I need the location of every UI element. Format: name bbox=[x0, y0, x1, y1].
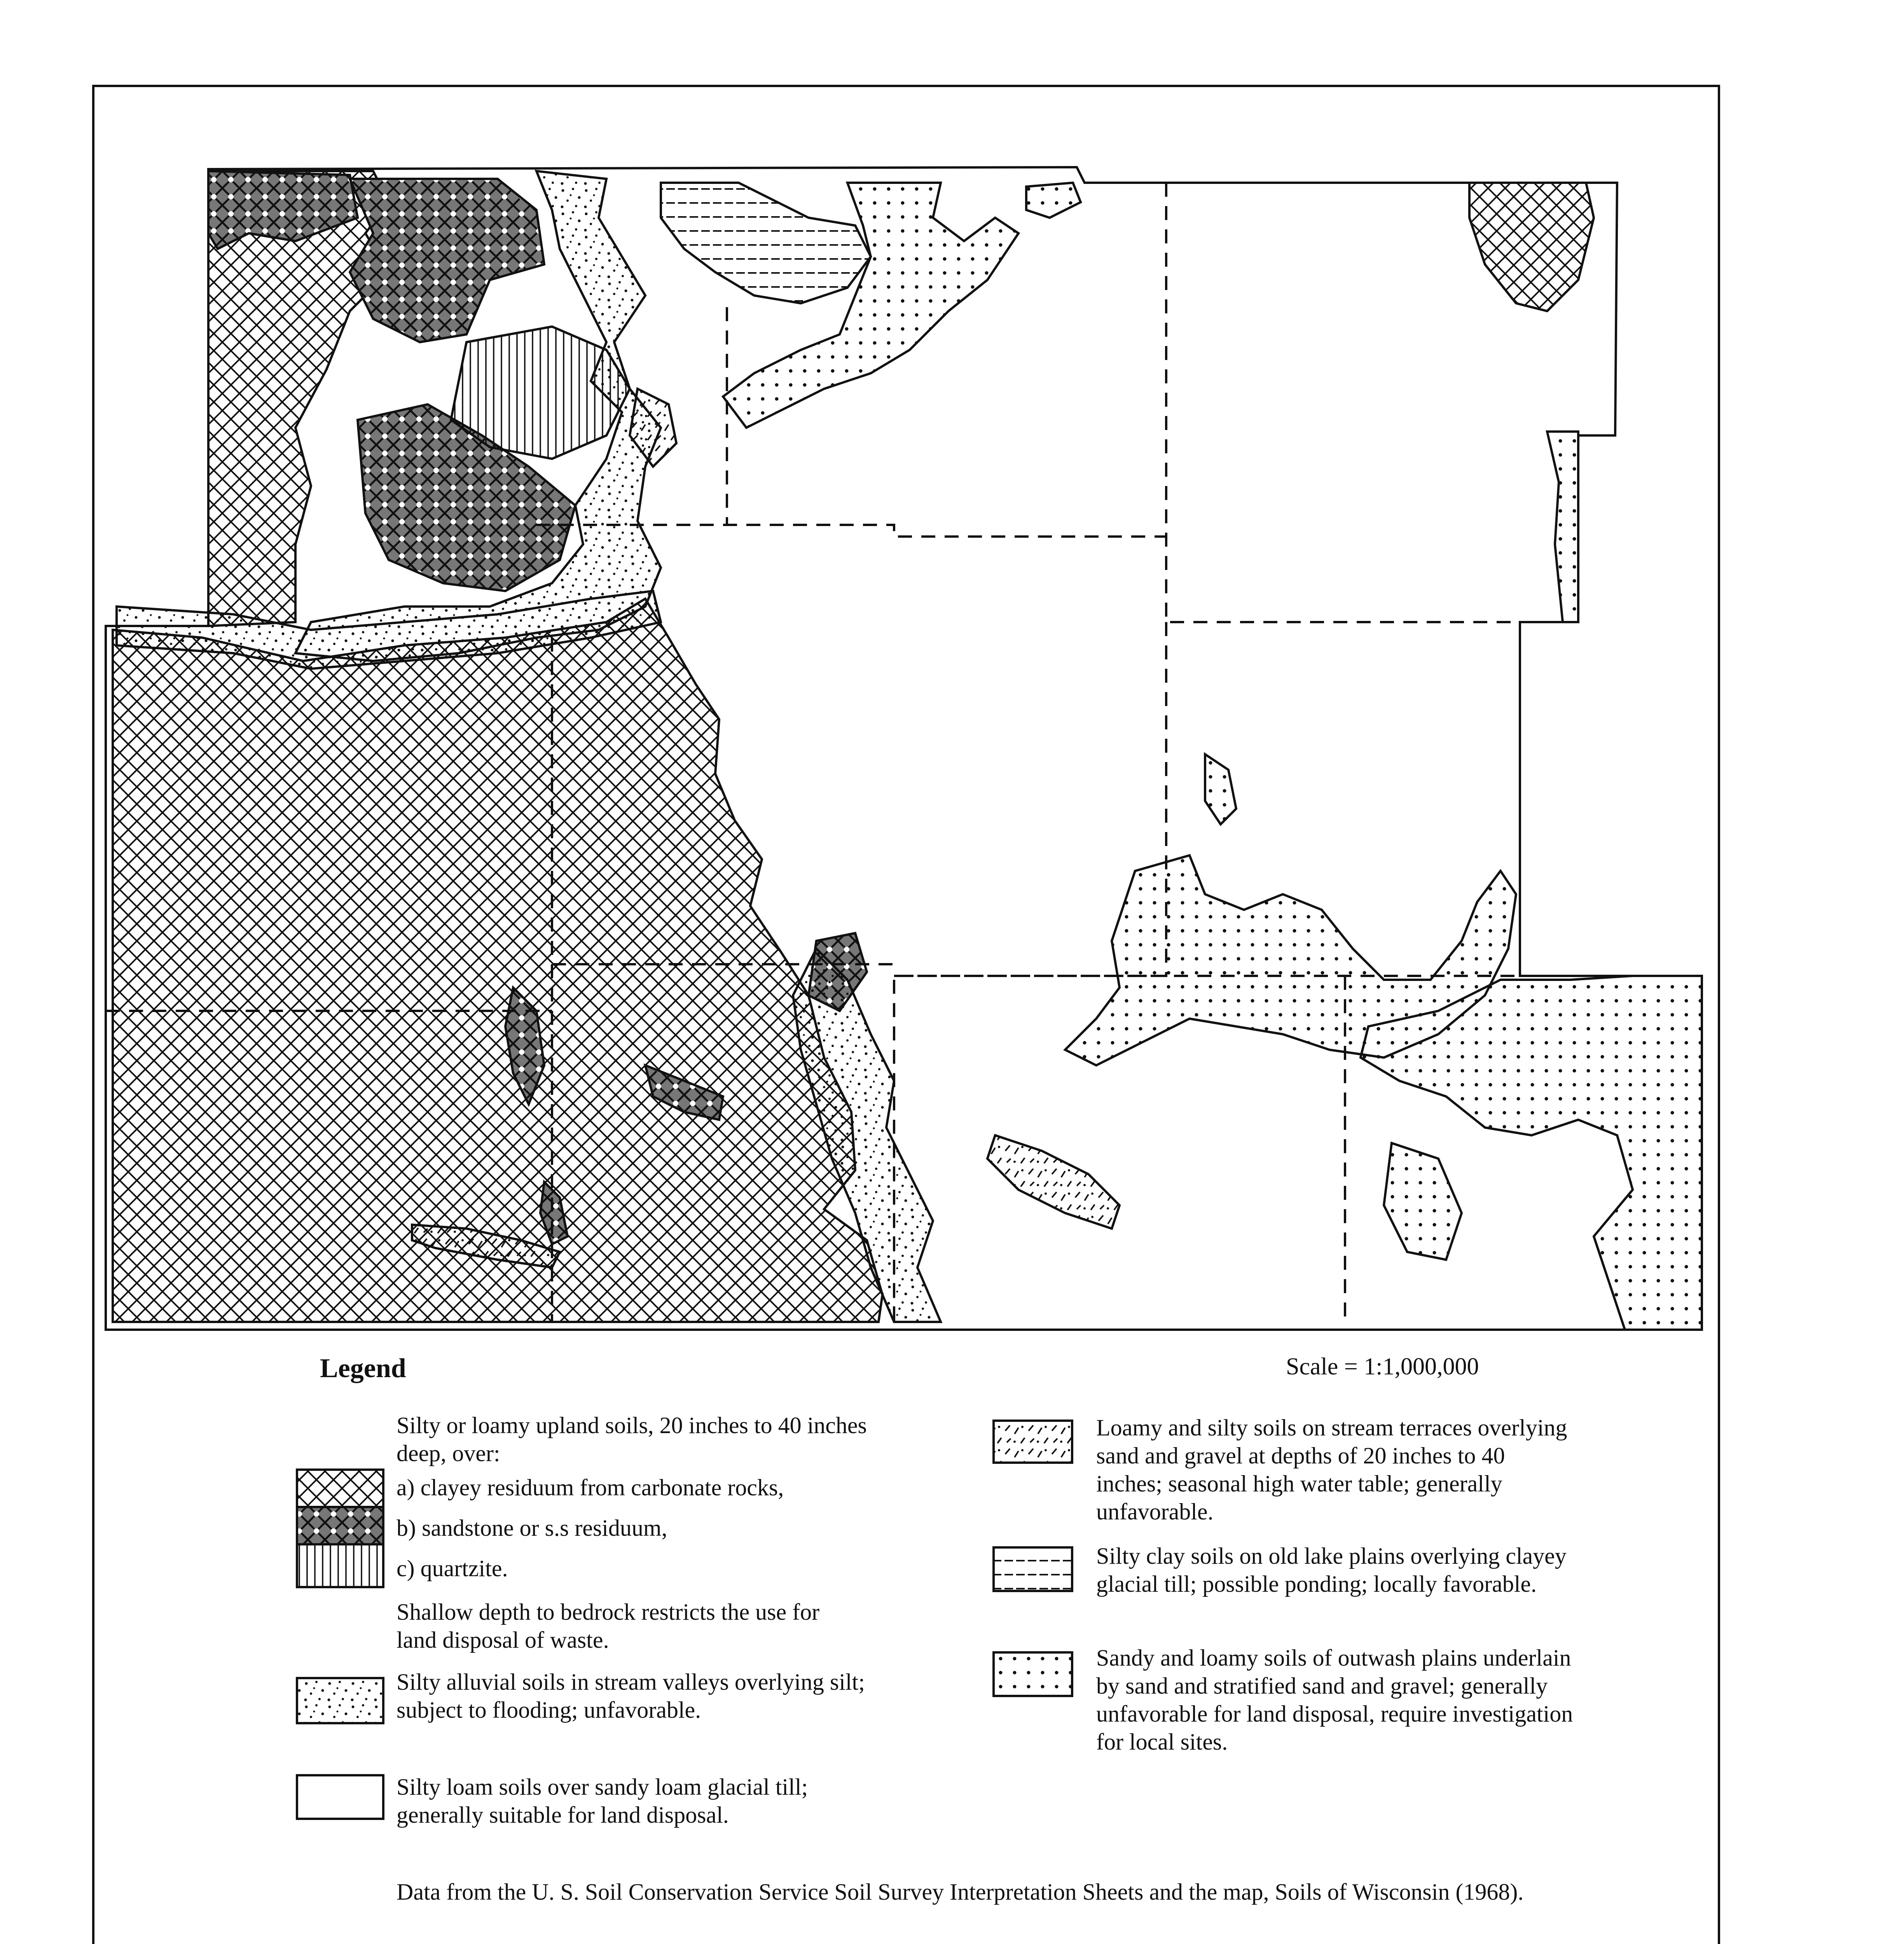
legend-swatch-terraces bbox=[994, 1421, 1072, 1463]
map-scale: Scale = 1:1,000,000 bbox=[1286, 1353, 1479, 1380]
legend-swatch-quartzite bbox=[297, 1544, 383, 1587]
data-source-note: Data from the U. S. Soil Conservation Service Soil Survey Interpretation Sheets and the map, Soils of Wisconsin (1968). bbox=[397, 1879, 1524, 1905]
legend-upland-intro: Silty or loamy upland soils, 20 inches to 40 inches deep, over: bbox=[397, 1413, 867, 1466]
legend-silty-loam: Silty loam soils over sandy loam glacial till; generally suitable for land disposal. bbox=[397, 1774, 808, 1828]
legend-title: Legend bbox=[320, 1353, 406, 1383]
legend-lake-plains: Silty clay soils on old lake plains overlying clayey glacial till; possible ponding; locally favorable. bbox=[1096, 1543, 1567, 1597]
legend-swatch-alluvial bbox=[297, 1678, 383, 1723]
legend-upland-note: Shallow depth to bedrock restricts the use for land disposal of waste. bbox=[397, 1599, 820, 1653]
legend-upland-b: b) sandstone or s.s residuum, bbox=[397, 1515, 667, 1541]
legend-swatch-sandstone bbox=[297, 1507, 383, 1544]
legend-terraces: Loamy and silty soils on stream terraces overlying sand and gravel at depths of 20 inches to 40 inches; seasonal high water table; generally unfavorable. bbox=[1096, 1415, 1567, 1524]
legend-swatch-silty-loam bbox=[297, 1775, 383, 1819]
legend-swatch-lake-plains bbox=[994, 1547, 1072, 1591]
legend-alluvial: Silty alluvial soils in stream valleys overlying silt; subject to flooding; unfavorable. bbox=[397, 1669, 865, 1723]
legend-swatch-outwash bbox=[994, 1652, 1072, 1696]
legend-upland-a: a) clayey residuum from carbonate rocks, bbox=[397, 1475, 784, 1500]
legend-outwash: Sandy and loamy soils of outwash plains underlain by sand and stratified sand and gravel; generally unfavorable for land disposal, require investigation for local sites. bbox=[1096, 1645, 1573, 1755]
map-regions bbox=[106, 167, 1702, 1330]
legend-swatch-clayey-residuum bbox=[297, 1470, 383, 1507]
legend-upland-c: c) quartzite. bbox=[397, 1556, 508, 1581]
